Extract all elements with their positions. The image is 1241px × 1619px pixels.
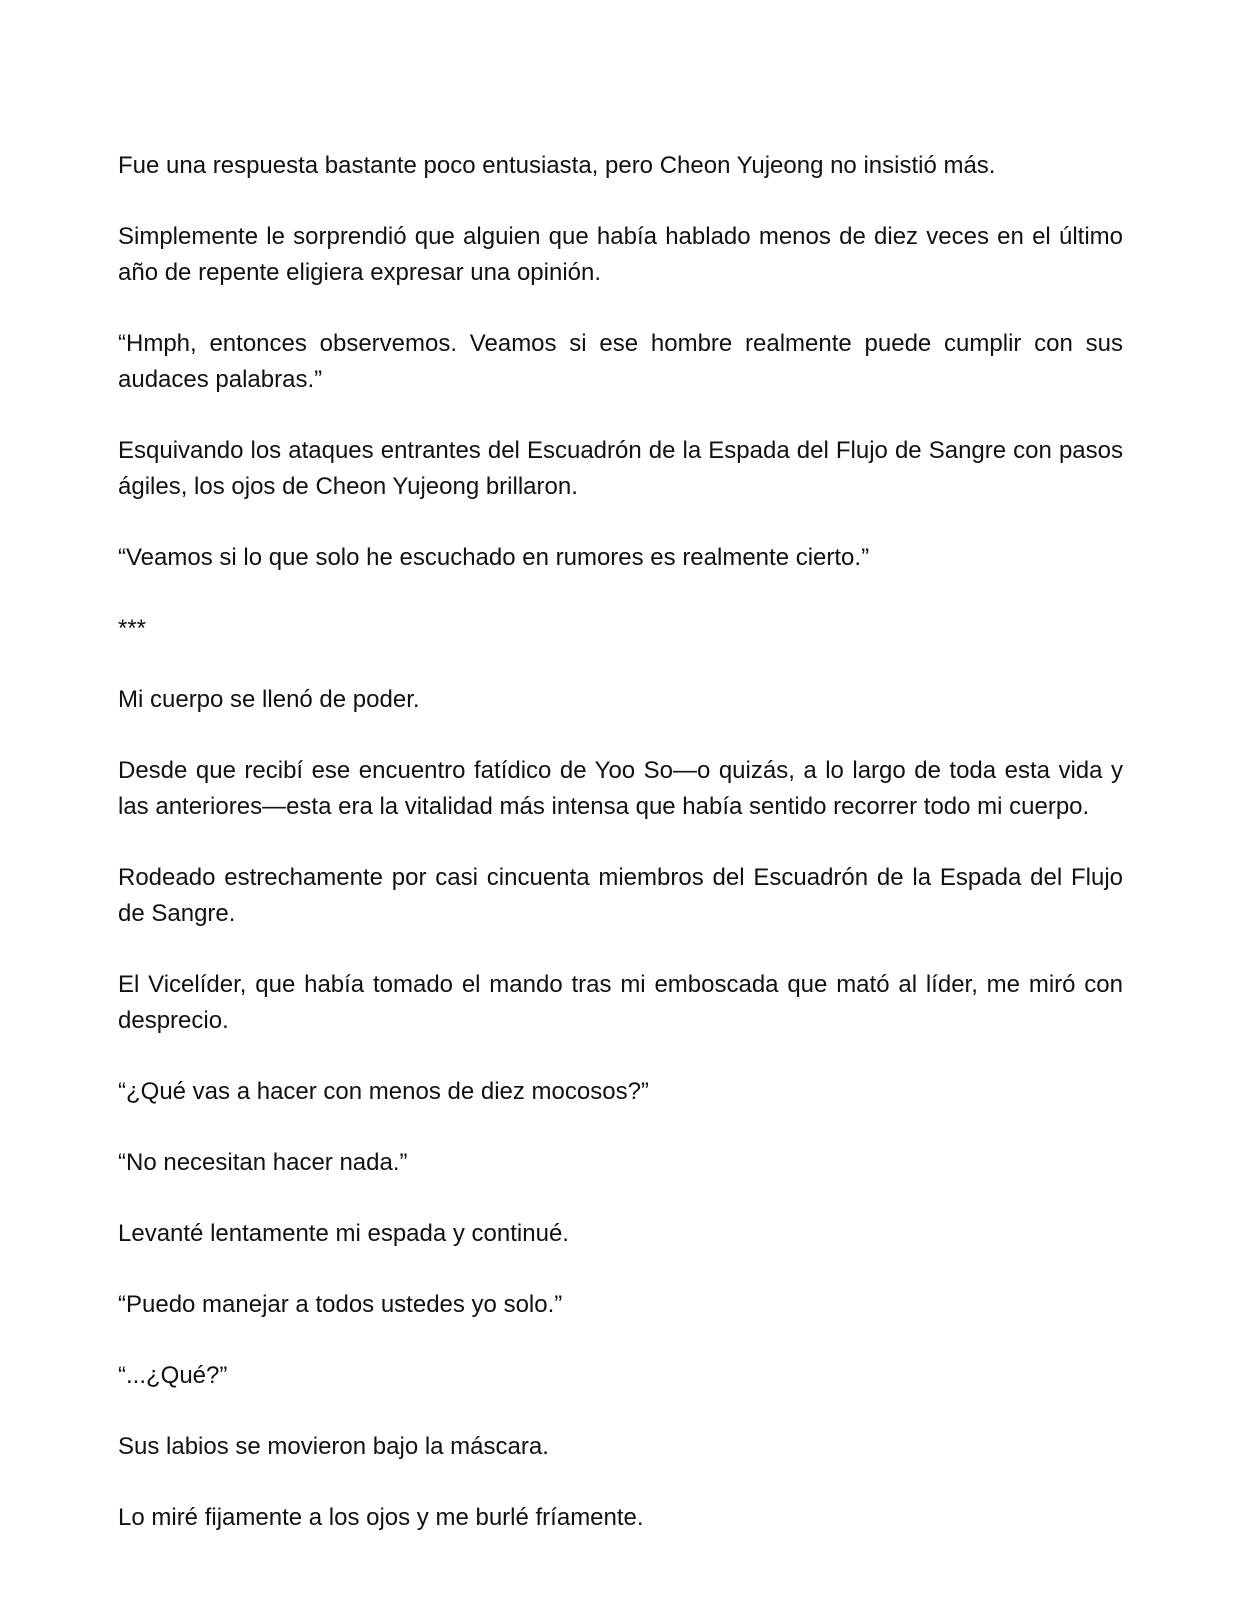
paragraph: Rodeado estrechamente por casi cincuenta miembros del Escuadrón de la Espada del Flujo de Sangre. — [118, 864, 1123, 927]
paragraph: Lo miré fijamente a los ojos y me burlé fríamente. — [118, 1504, 644, 1531]
paragraph: Sus labios se movieron bajo la máscara. — [118, 1433, 549, 1460]
paragraph: “...¿Qué?” — [118, 1362, 228, 1389]
paragraph: “No necesitan hacer nada.” — [118, 1149, 408, 1176]
paragraph: “Puedo manejar a todos ustedes yo solo.” — [118, 1291, 563, 1318]
paragraph: Simplemente le sorprendió que alguien que había hablado menos de diez veces en el último año de repente eligiera expresar una opinión. — [118, 223, 1123, 286]
paragraph: El Vicelíder, que había tomado el mando tras mi emboscada que mató al líder, me miró con desprecio. — [118, 971, 1123, 1034]
paragraph: Desde que recibí ese encuentro fatídico de Yoo So—o quizás, a lo largo de toda esta vida y las anteriores—esta era la vitalidad más intensa que había sentido recorrer todo mi cuerpo. — [118, 757, 1123, 820]
paragraph: Mi cuerpo se llenó de poder. — [118, 686, 420, 713]
paragraph: “¿Qué vas a hacer con menos de diez mocosos?” — [118, 1078, 649, 1105]
paragraph: Esquivando los ataques entrantes del Escuadrón de la Espada del Flujo de Sangre con pasos ágiles, los ojos de Cheon Yujeong brillaron. — [118, 437, 1123, 500]
document-body — [118, 148, 1123, 1571]
paragraph: “Hmph, entonces observemos. Veamos si ese hombre realmente puede cumplir con sus audaces palabras.” — [118, 330, 1123, 393]
paragraph: “Veamos si lo que solo he escuchado en rumores es realmente cierto.” — [118, 544, 870, 571]
paragraph: Levanté lentamente mi espada y continué. — [118, 1220, 569, 1247]
scene-break: *** — [118, 615, 147, 642]
paragraph: Fue una respuesta bastante poco entusiasta, pero Cheon Yujeong no insistió más. — [118, 152, 996, 179]
